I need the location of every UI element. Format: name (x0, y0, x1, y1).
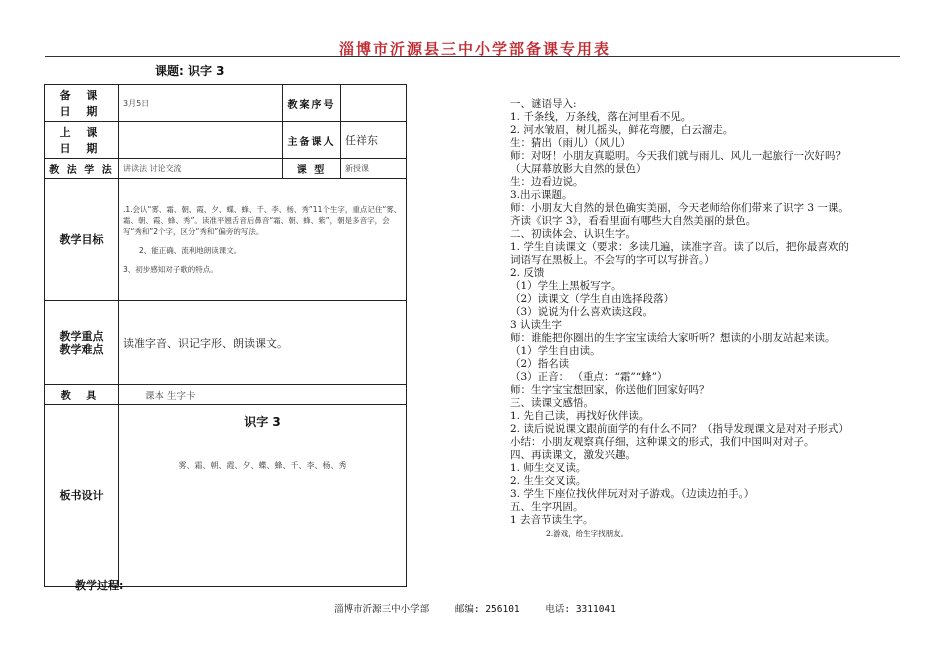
process-line: （1）学生自由读。 (510, 345, 601, 357)
objective-item: 3、初步感知对子歌的特点。 (123, 265, 218, 274)
board-design-label: 板书设计 (45, 405, 119, 587)
objective-item: 2、能正确、流利地朗读课文。 (139, 246, 242, 255)
process-line-small: 2.游戏，给生字找朋友。 (546, 529, 629, 538)
process-line: （3）说说为什么喜欢读这段。 (510, 306, 654, 318)
class-date-label: 上 课 日 期 (45, 122, 119, 159)
lesson-type-label: 课 型 (283, 159, 341, 179)
process-line: 1. 学生自读课文（要求：多读几遍，读准字音。读了以后，把你最喜欢的 (510, 241, 849, 253)
page-header-title: 淄博市沂源县三中小学部备课专用表 (338, 40, 611, 58)
tools-value: 课本 生字卡 (119, 385, 407, 405)
process-line: 3 认读生字 (510, 319, 563, 331)
method-label: 教 法 学 法 (45, 159, 119, 179)
footer-school: 淄博市沂源三中小学部 (334, 604, 430, 615)
lesson-plan-table (44, 84, 407, 587)
teaching-process-text (510, 98, 905, 540)
process-line: 3. 学生下座位找伙伴玩对对子游戏。（边读边拍手。） (510, 488, 755, 500)
keypoints-label (45, 301, 119, 385)
process-line: 2. 反馈 (510, 267, 545, 279)
objectives-label: 教学目标 (45, 179, 119, 301)
process-line: 四、再读课文，激发兴趣。 (510, 449, 636, 461)
prep-date-label: 备 课 日 期 (45, 85, 119, 122)
objectives-cell (119, 179, 407, 301)
process-line: 五、生字巩固。 (510, 501, 584, 513)
footer-postcode: 邮编: 256101 (454, 604, 520, 615)
process-line: 二、初读体会、认识生字。 (510, 228, 636, 240)
process-line: 2. 生生交叉读。 (510, 475, 587, 487)
class-date-value (119, 122, 283, 159)
process-line: （2）指名读 (510, 358, 570, 370)
process-line: 生：边看边说。 (510, 176, 584, 188)
process-line: 师：生字宝宝想回家，你送他们回家好吗？ (510, 384, 710, 396)
process-line: 小结：小朋友观察真仔细，这种课文的形式，我们中国叫对对子。 (510, 436, 815, 448)
header-divider (45, 56, 900, 57)
process-line: 2. 读后说说课文跟前面学的有什么不同？（指导发现课文是对对子形式） (510, 423, 849, 435)
lead-teacher-value: 任祥东 (341, 122, 407, 159)
difficulties-label-line: 教学难点 (59, 342, 104, 356)
objective-item: .1.会认“雾、霜、朝、霞、夕、蝶、蜂、千、李、杨、秀”11个生字，重点记住“雾、霜、朝、霞、蜂、秀”。读准平翘舌音后鼻音“霜、朝、蜂、紫”，朝是多音字，会写“秀和”2个字，区分“秀和”偏旁的写法。 (123, 205, 402, 236)
method-value: 讲读法 讨论交流 (119, 159, 283, 179)
process-line: 一、谜语导入: (510, 98, 577, 110)
plan-no-label: 教案序号 (283, 85, 341, 122)
process-line: 1. 先自己读，再找好伙伴读。 (510, 410, 650, 422)
process-line: 1 去音节读生字。 (510, 514, 594, 526)
keypoints-value: 读准字音、识记字形、朗读课文。 (119, 301, 407, 385)
process-line: 1. 师生交叉读。 (510, 462, 587, 474)
board-title: 识字 3 (244, 415, 281, 429)
process-line: （大屏幕放影大自然的景色） (510, 163, 647, 175)
prep-date-value: 3月5日 (119, 85, 283, 122)
process-line: 3.出示课题。 (510, 189, 573, 201)
process-line: 三、读课文感悟。 (510, 397, 594, 409)
process-line: 1. 千条线，万条线，落在河里看不见。 (510, 111, 692, 123)
footer-phone: 电话: 3311041 (545, 604, 616, 615)
keypoints-label-line: 教学重点 (59, 329, 104, 343)
process-line: 生：猜出（雨儿）（风儿） (510, 137, 631, 149)
process-line: （2）读课文（学生自由选择段落） (510, 293, 675, 305)
process-line: 师：小朋友大自然的景色确实美丽，今天老师给你们带来了识字 3 一课。 (510, 202, 849, 214)
board-characters: 雾、霜、朝、霞、夕、蝶、蜂、千、李、杨、秀 (178, 461, 347, 470)
plan-no-value (341, 85, 407, 122)
teaching-process-label: 教学过程: (75, 579, 124, 592)
tools-label: 教 具 (45, 385, 119, 405)
process-line: 师：对呀！小朋友真聪明。今天我们就与雨儿、风儿一起旅行一次好吗？ (510, 150, 846, 162)
lesson-title: 课题: 识字 3 (155, 64, 225, 78)
process-line: 词语写在黑板上。不会写的字可以写拼音。） (510, 254, 715, 266)
process-line: （1）学生上黑板写字。 (510, 280, 622, 292)
process-line: （3）正音： （重点：“霜”“蜂”） (510, 371, 668, 383)
board-design-cell (119, 405, 407, 587)
process-line: 师：谁能把你圈出的生字宝宝读给大家听听？想读的小朋友站起来读。 (510, 332, 836, 344)
page-footer (0, 601, 950, 615)
process-line: 2. 河水皱眉，树儿摇头，鲜花弯腰，白云溜走。 (510, 124, 734, 136)
process-line: 齐读《识字 3》，看看里面有哪些大自然美丽的景色。 (510, 215, 757, 227)
lead-teacher-label: 主备课人 (283, 122, 341, 159)
lesson-type-value: 新授课 (341, 159, 407, 179)
